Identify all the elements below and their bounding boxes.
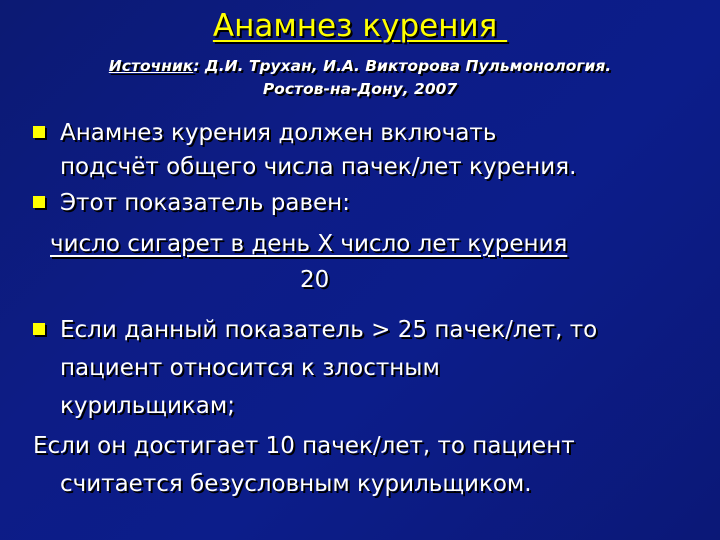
formula-denominator: 20 <box>300 267 330 293</box>
source-line-1 <box>0 55 720 78</box>
bullet-line: пациент относится к злостным <box>60 355 440 381</box>
square-bullet-icon <box>33 126 45 138</box>
bullet-line: подсчёт общего числа пачек/лет курения. <box>60 154 577 180</box>
bullet-text <box>60 186 710 220</box>
conclusion-line-2: считается безусловным курильщиком. <box>60 471 532 497</box>
bullet-text <box>60 116 710 184</box>
conclusion-paragraph <box>33 427 713 503</box>
source-citation <box>0 55 720 101</box>
source-reference: : Д.И. Трухан, И.А. Викторова Пульмонология. <box>193 57 612 75</box>
conclusion-line-1: Если он достигает 10 пачек/лет, то пациент <box>33 433 575 459</box>
bullet-line: Анамнез курения должен включать <box>60 120 497 146</box>
source-line-2: Ростов-на-Дону, 2007 <box>262 80 458 98</box>
square-bullet-icon <box>33 196 45 208</box>
square-bullet-icon <box>33 323 45 335</box>
bullet-line: курильщикам; <box>60 393 236 419</box>
formula-numerator: число сигарет в день Х число лет курения <box>50 231 568 257</box>
slide-title: Анамнез курения <box>212 8 508 44</box>
bullet-line: Если данный показатель > 25 пачек/лет, то <box>60 317 598 343</box>
bullet-line: Этот показатель равен: <box>60 190 350 216</box>
bullet-text <box>60 311 710 425</box>
source-label: Источник <box>108 57 194 75</box>
